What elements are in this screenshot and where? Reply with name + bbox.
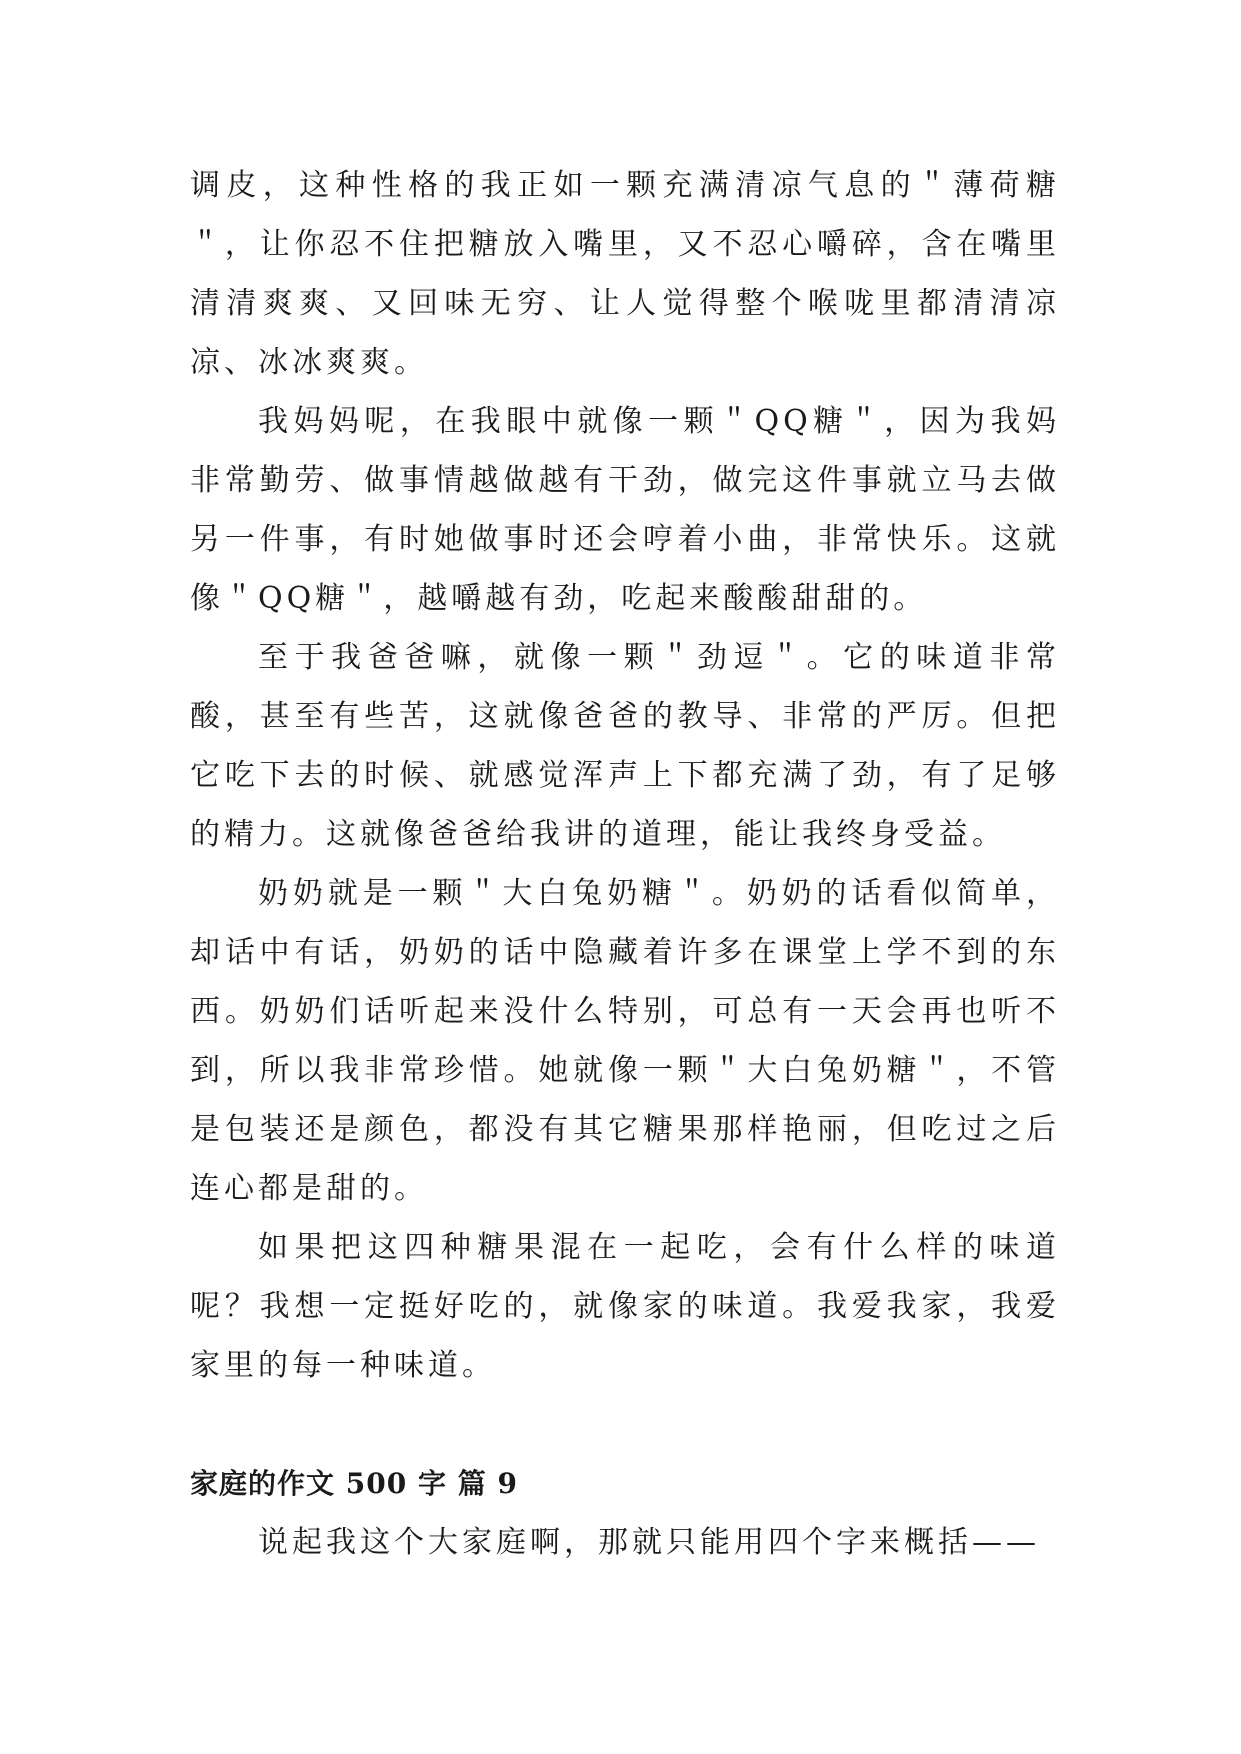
paragraph-mother-qq-candy: 我妈妈呢，在我眼中就像一颗＂QQ糖＂，因为我妈非常勤劳、做事情越做越有干劲，做完这件事就立马去做另一件事，有时她做事时还会哼着小曲，非常快乐。这就像＂QQ糖＂，越嚼越有劲，吃起来酸酸甜甜的。 — [190, 404, 1060, 616]
section-heading: 家庭的作文 500 字 篇 9 — [190, 1467, 518, 1500]
paragraph-father-jindou: 至于我爸爸嘛，就像一颗＂劲逗＂。它的味道非常酸，甚至有些苦，这就像爸爸的教导、非常的严厉。但把它吃下去的时候、就感觉浑声上下都充满了劲，有了足够的精力。这就像爸爸给我讲的道理，能让我终身受益。 — [190, 640, 1060, 852]
paragraph-section-9-opening: 说起我这个大家庭啊，那就只能用四个字来概括—— — [258, 1525, 1040, 1560]
paragraph-grandma-white-rabbit: 奶奶就是一颗＂大白兔奶糖＂。奶奶的话看似简单，却话中有话，奶奶的话中隐藏着许多在课堂上学不到的东西。奶奶们话听起来没什么特别，可总有一天会再也听不到，所以我非常珍惜。她就像一颗＂大白兔奶糖＂，不管是包装还是颜色，都没有其它糖果那样艳丽，但吃过之后连心都是甜的。 — [190, 876, 1060, 1206]
paragraph-mint-candy: 调皮，这种性格的我正如一颗充满清凉气息的＂薄荷糖＂，让你忍不住把糖放入嘴里，又不忍心嚼碎，含在嘴里清清爽爽、又回味无穷、让人觉得整个喉咙里都清清凉凉、冰冰爽爽。 — [190, 168, 1060, 380]
document-body — [190, 156, 1060, 1572]
paragraph-conclusion: 如果把这四种糖果混在一起吃，会有什么样的味道呢？我想一定挺好吃的，就像家的味道。我爱我家，我爱家里的每一种味道。 — [190, 1230, 1060, 1383]
